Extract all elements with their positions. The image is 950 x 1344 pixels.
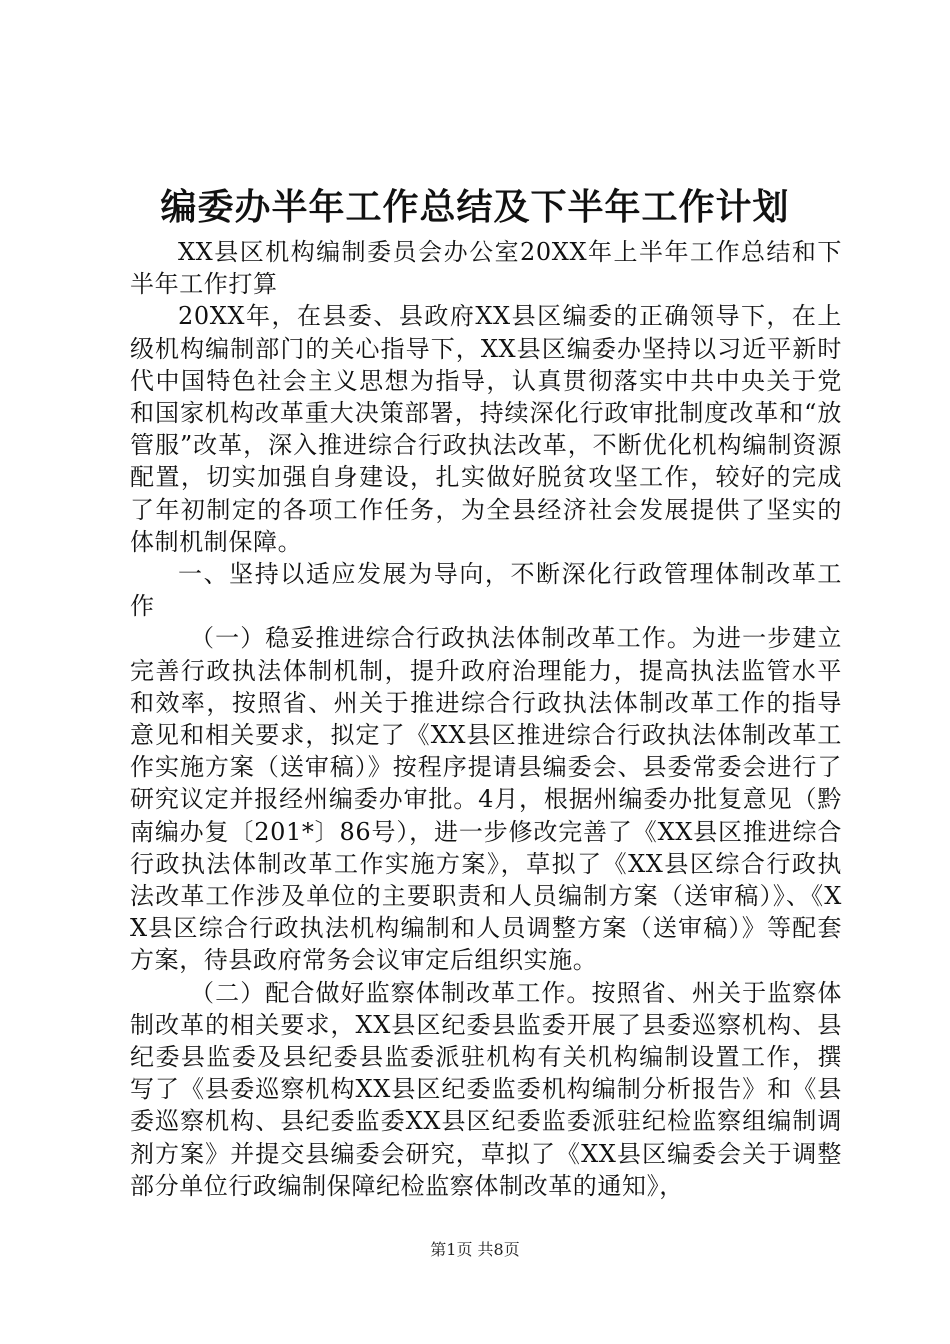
- report-heading-paragraph: XX县区机构编制委员会办公室20XX年上半年工作总结和下半年工作打算: [130, 238, 842, 299]
- subsection-paragraph-2: （二）配合做好监察体制改革工作。按照省、州关于监察体制改革的相关要求，XX县区纪委县监委开展了县委巡察机构、县纪委县监委及县纪委县监委派驻机构有关机构编制设置工作，撰写了《县委巡察机构XX县区纪委监委机构编制分析报告》和《县委巡察机构、县纪委监委XX县区纪委监委派驻纪检监察组编制调剂方案》并提交县编委会研究，草拟了《XX县区编委会关于调整部分单位行政编制保障纪检监察体制改革的通知》，: [130, 978, 842, 1200]
- subsection-paragraph-1: （一）稳妥推进综合行政执法体制改革工作。为进一步建立完善行政执法体制机制，提升政府治理能力，提高执法监管水平和效率，按照省、州关于推进综合行政执法体制改革工作的指导意见和相关要求，拟定了《XX县区推进综合行政执法体制改革工作实施方案（送审稿）》按程序提请县编委会、县委常委会进行了研究议定并报经州编委办审批。4月，根据州编委办批复意见（黔南编办复〔201*〕86号），进一步修改完善了《XX县区推进综合行政执法体制改革工作实施方案》，草拟了《XX县区综合行政执法改革工作涉及单位的主要职责和人员编制方案（送审稿）》、《XX县区综合行政执法机构编制和人员调整方案（送审稿）》等配套方案，待县政府常务会议审定后组织实施。: [130, 624, 842, 975]
- section-heading-1: 一、坚持以适应发展为导向，不断深化行政管理体制改革工作: [130, 560, 842, 621]
- document-title: 编委办半年工作总结及下半年工作计划: [160, 186, 790, 228]
- document-body: [130, 236, 842, 1202]
- intro-paragraph: 20XX年，在县委、县政府XX县区编委的正确领导下，在上级机构编制部门的关心指导下，XX县区编委办坚持以习近平新时代中国特色社会主义思想为指导，认真贯彻落实中共中央关于党和国家机构改革重大决策部署，持续深化行政审批制度改革和“放管服”改革，深入推进综合行政执法改革，不断优化机构编制资源配置，切实加强自身建设，扎实做好脱贫攻坚工作，较好的完成了年初制定的各项工作任务，为全县经济社会发展提供了坚实的体制机制保障。: [130, 302, 842, 556]
- page-number-footer: 第1页 共8页: [430, 1240, 520, 1259]
